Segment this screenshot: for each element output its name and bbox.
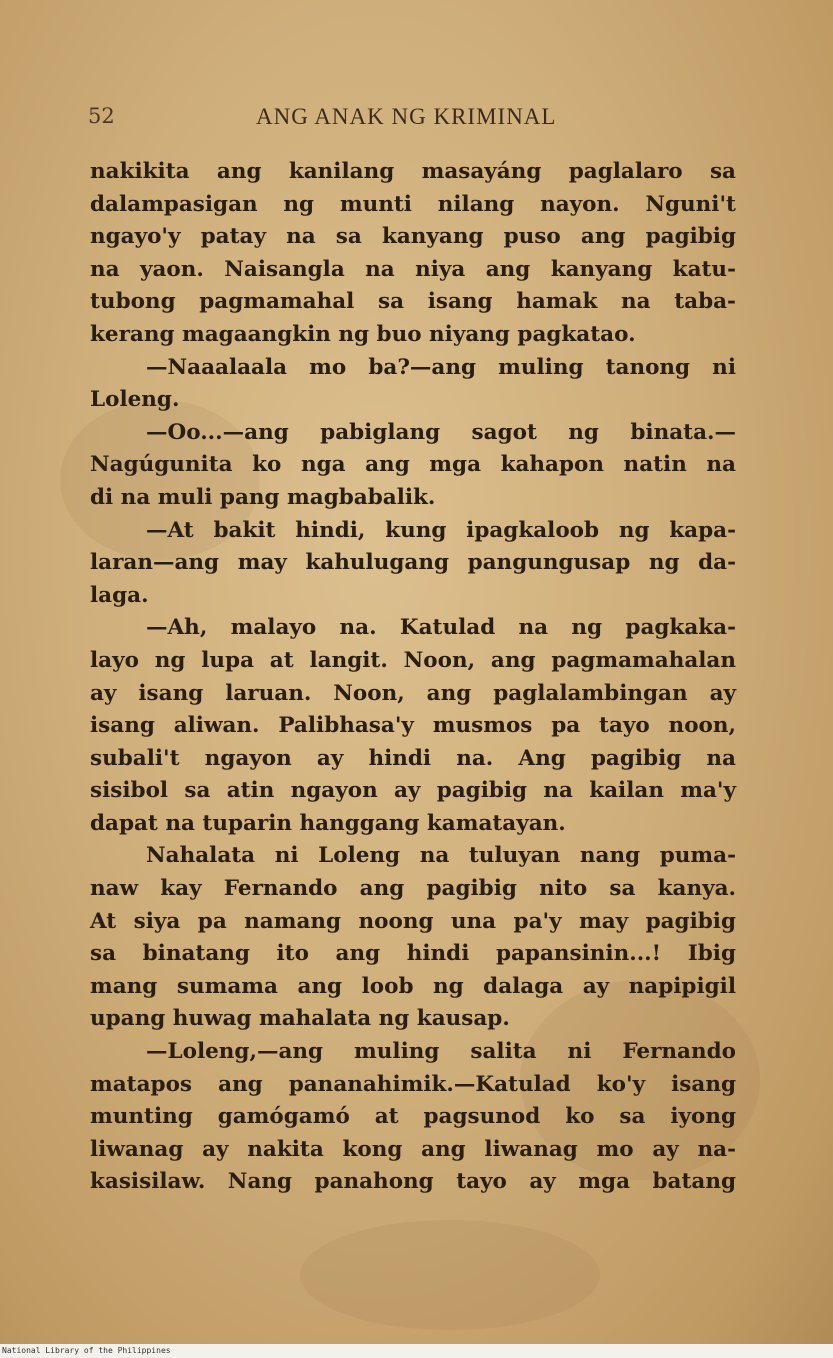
text-line: munting gamógamó at pagsunod ko sa iyong — [90, 1104, 736, 1130]
text-line: —Naaalaala mo ba?—ang muling tanong ni — [146, 354, 736, 380]
text-line: naw kay Fernando ang pagibig nito sa kanya. — [90, 876, 736, 902]
text-line: —At bakit hindi, kung ipagkaloob ng kapa- — [146, 517, 736, 543]
text-line: isang aliwan. Palibhasa'y musmos pa tayo noon, — [90, 713, 736, 739]
library-credit: National Library of the Philippines — [0, 1344, 833, 1358]
body-text — [90, 156, 736, 1199]
text-line: Nahalata ni Loleng na tuluyan nang puma- — [146, 843, 736, 869]
text-line: dapat na tuparin hanggang kamatayan. — [90, 810, 566, 836]
text-line: laran—ang may kahulugang pangungusap ng da- — [90, 550, 736, 576]
text-line: Nagúgunita ko nga ang mga kahapon natin na — [90, 452, 736, 478]
text-line: liwanag ay nakita kong ang liwanag mo ay na- — [90, 1136, 736, 1162]
text-line: na yaon. Naisangla na niya ang kanyang katu- — [90, 256, 736, 282]
text-line: —Loleng,—ang muling salita ni Fernando — [146, 1039, 736, 1065]
text-line: dalampasigan ng munti nilang nayon. Nguni't — [90, 191, 736, 217]
text-line: tubong pagmamahal sa isang hamak na taba- — [90, 289, 736, 315]
text-line: kerang magaangkin ng buo niyang pagkatao. — [90, 321, 636, 347]
text-line: laga. — [90, 582, 149, 608]
running-head: ANG ANAK NG KRIMINAL — [256, 104, 557, 129]
page-header — [88, 100, 738, 140]
text-line: di na muli pang magbabalik. — [90, 484, 436, 510]
text-line: ay isang laruan. Noon, ang paglalambingan ay — [90, 680, 736, 706]
text-line: sa binatang ito ang hindi papansinin...! Ibig — [90, 941, 736, 967]
text-line: At siya pa namang noong una pa'y may pagibig — [90, 908, 736, 934]
text-line: layo ng lupa at langit. Noon, ang pagmamahalan — [90, 647, 736, 673]
text-line: ngayo'y patay na sa kanyang puso ang pagibig — [90, 224, 736, 250]
text-line: sisibol sa atin ngayon ay pagibig na kailan ma'y — [90, 778, 736, 804]
text-line: —Oo...—ang pabiglang sagot ng binata.— — [146, 419, 736, 445]
text-line: Loleng. — [90, 387, 180, 413]
text-line: —Ah, malayo na. Katulad na ng pagkaka- — [146, 615, 736, 641]
text-line: mang sumama ang loob ng dalaga ay napipigil — [90, 973, 736, 999]
paper-stain — [300, 1220, 600, 1330]
page-number: 52 — [88, 104, 115, 128]
text-line: upang huwag mahalata ng kausap. — [90, 1006, 510, 1032]
text-line: matapos ang pananahimik.—Katulad ko'y isang — [90, 1071, 736, 1097]
text-line: kasisilaw. Nang panahong tayo ay mga batang — [90, 1169, 736, 1195]
text-line: nakikita ang kanilang masayáng paglalaro sa — [90, 159, 736, 184]
text-line: subali't ngayon ay hindi na. Ang pagibig na — [90, 745, 736, 771]
